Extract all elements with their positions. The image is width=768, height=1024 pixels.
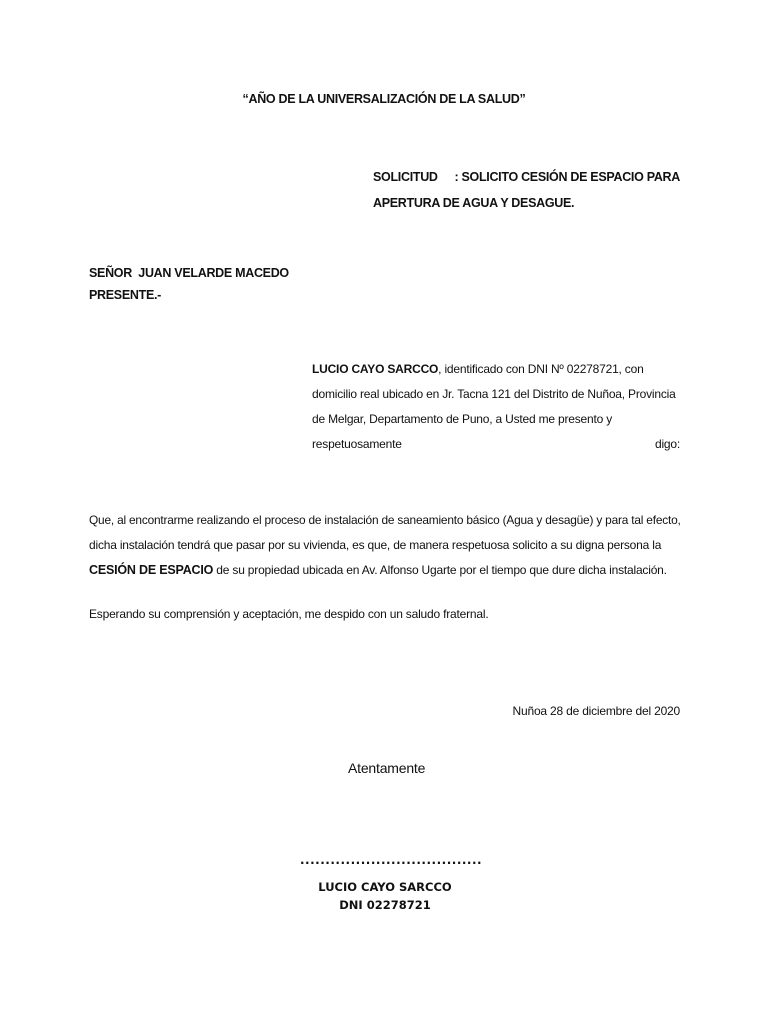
subject-line-2: APERTURA DE AGUA Y DESAGUE. bbox=[373, 196, 575, 210]
body-line-1 bbox=[89, 508, 681, 533]
year-title: “AÑO DE LA UNIVERSALIZACIÓN DE LA SALUD” bbox=[242, 92, 526, 106]
subject-block bbox=[373, 164, 680, 216]
body-line-3 bbox=[89, 558, 681, 583]
subject-line-1 bbox=[373, 164, 680, 190]
cesion-de-espacio-emphasis: CESIÓN DE ESPACIO bbox=[89, 563, 214, 577]
identification-line-2 bbox=[312, 382, 680, 407]
applicant-name: LUCIO CAYO SARCCO bbox=[312, 362, 439, 376]
identification-line-4 bbox=[312, 432, 680, 457]
subject-text: : SOLICITO CESIÓN DE ESPACIO PARA bbox=[454, 170, 680, 184]
date-line: Nuñoa 28 de diciembre del 2020 bbox=[512, 704, 680, 718]
farewell-line: Esperando su comprensión y aceptación, me despido con un saludo fraternal. bbox=[89, 607, 489, 621]
addressee-present: PRESENTE.- bbox=[89, 288, 162, 302]
addressee-block bbox=[89, 262, 289, 306]
addressee-name: SEÑOR JUAN VELARDE MACEDO bbox=[89, 266, 289, 280]
signature-block bbox=[300, 852, 483, 914]
identification-paragraph bbox=[312, 357, 680, 457]
identification-line-4-left: respetuosamente bbox=[312, 437, 402, 451]
body-line-2-text: dicha instalación tendrá que pasar por su vivienda, es que, de manera respetuosa solicito a su digna persona la bbox=[89, 538, 662, 552]
identification-line-3 bbox=[312, 407, 680, 432]
signature-line: .................................... bbox=[300, 853, 483, 867]
signature-dni: DNI 02278721 bbox=[339, 898, 431, 912]
identification-line-3-text: de Melgar, Departamento de Puno, a Usted me presento y bbox=[312, 412, 613, 426]
signature-name: LUCIO CAYO SARCCO bbox=[318, 880, 452, 894]
closing-word: Atentamente bbox=[348, 760, 426, 776]
body-paragraph bbox=[89, 508, 681, 583]
body-line-3-text: de su propiedad ubicada en Av. Alfonso Ugarte por el tiempo que dure dicha instalación. bbox=[213, 563, 667, 577]
subject-label: SOLICITUD bbox=[373, 170, 438, 184]
identification-line-2-text: domicilio real ubicado en Jr. Tacna 121 del Distrito de Nuñoa, Provincia bbox=[312, 387, 676, 401]
identification-line-1 bbox=[312, 357, 680, 382]
identification-line-4-right: digo: bbox=[654, 437, 680, 451]
identification-line-1-text: , identificado con DNI Nº 02278721, con bbox=[438, 362, 644, 376]
body-line-2 bbox=[89, 533, 681, 558]
body-line-1-text: Que, al encontrarme realizando el proceso de instalación de saneamiento básico (Agua y desagüe) y para tal efecto, bbox=[89, 513, 681, 527]
